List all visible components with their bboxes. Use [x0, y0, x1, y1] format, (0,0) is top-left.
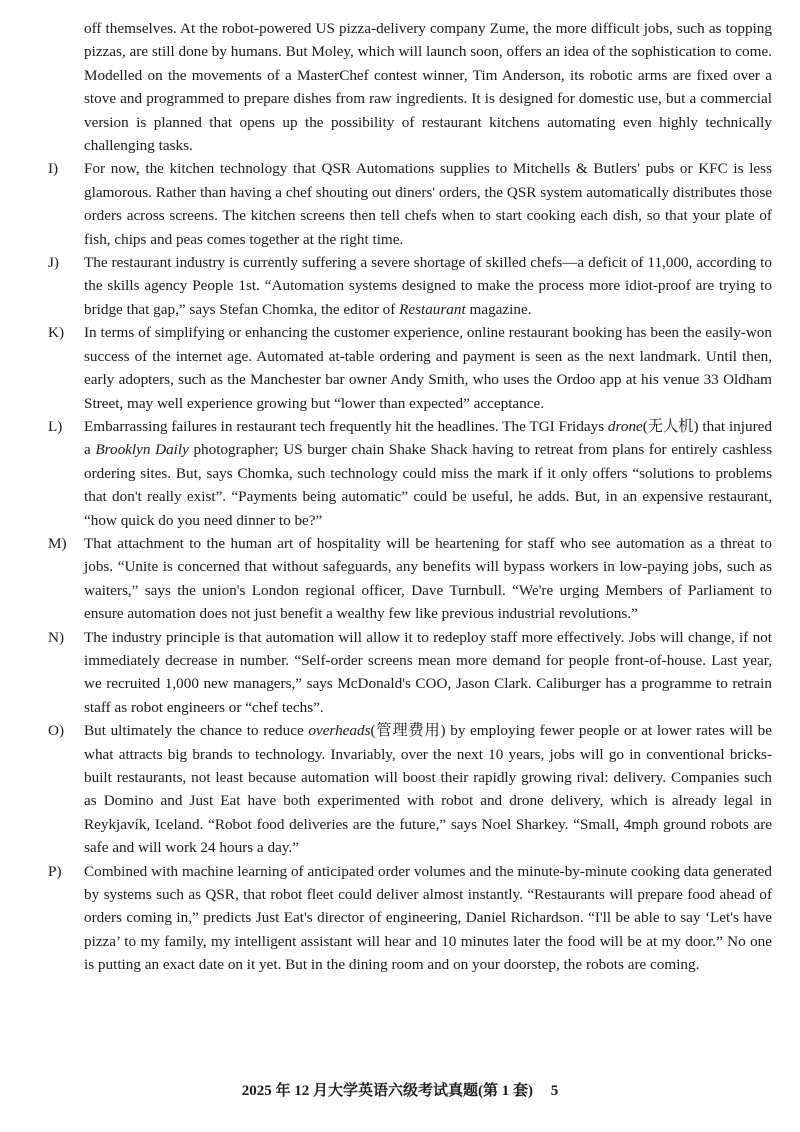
paragraph-o	[48, 719, 772, 859]
paragraph-text	[84, 415, 772, 532]
paragraph-j	[48, 251, 772, 321]
paragraph-label: L)	[48, 417, 63, 435]
paragraph-text: In terms of simplifying or enhancing the customer experience, online restaurant booking has been the easily-won success of the internet age. Automated at-table ordering and payment is seen as the next landmark. Until then, early adopters, such as the Manchester bar owner Andy Smith, who uses the Ordoo app at his venue 33 Oldham Street, may well experience growing but “lower than expected” acceptance.	[84, 324, 772, 412]
paragraph-l	[48, 415, 772, 532]
intro-paragraph	[48, 17, 772, 157]
paragraph-text: For now, the kitchen technology that QSR Automations supplies to Mitchells & Butlers' pubs or KFC is less glamorous. Rather than having a chef shouting out diners' orders, the QSR system automatically distributes those orders across screens. The kitchen screens then tell chefs when to start cooking each dish, so that your plate of fish, chips and peas comes together at the right time.	[84, 160, 772, 248]
paragraph-k	[48, 321, 772, 415]
paragraph-m	[48, 532, 772, 626]
text-segment: magazine.	[465, 300, 532, 318]
exam-title: 2025 年 12 月大学英语六级考试真题(第 1 套)	[241, 1083, 533, 1099]
italic-term: Restaurant	[399, 300, 466, 318]
paragraph-text	[84, 251, 772, 321]
paragraph-label: J)	[48, 254, 59, 272]
paragraph-label: P)	[48, 862, 62, 880]
paragraph-label: K)	[48, 324, 65, 342]
paragraph-label: I)	[48, 160, 59, 178]
paragraph-label: N)	[48, 628, 65, 646]
paragraph-text	[84, 719, 772, 859]
intro-text: off themselves. At the robot-powered US pizza-delivery company Zume, the more difficult jobs, such as topping pizzas, are still done by humans. But Moley, which will launch soon, offers an idea of the sophistication to come. Modelled on the movements of a MasterChef contest winner, Tim Anderson, its robotic arms are fixed over a stove and programmed to prepare dishes from raw ingredients. It is designed for domestic use, but a commercial version is planned that opens up the possibility of restaurant kitchens automating even highly technically challenging tasks.	[84, 20, 772, 155]
paragraph-p	[48, 860, 772, 977]
paragraph-text: The industry principle is that automation will allow it to redeploy staff more effectively. Jobs will change, if not immediately decrease in number. “Self-order screens mean more demand for people front-of-house. Last year, we recruited 1,000 new managers,” says McDonald's COO, Jason Clark. Caliburger has a programme to retrain staff as robot engineers or “chef techs”.	[84, 628, 772, 716]
text-segment: But ultimately the chance to reduce	[84, 722, 309, 740]
paragraph-label: O)	[48, 722, 65, 740]
paragraph-text: That attachment to the human art of hospitality will be heartening for staff who see automation as a threat to jobs. “Unite is concerned that without safeguards, any benefits will bypass workers in low-paying jobs, such as waiters,” says the union's London regional officer, Dave Turnbull. “We're urging Members of Parliament to ensure automation does not just benefit a wealthy few like previous industrial revolutions.”	[84, 534, 772, 623]
article-body	[48, 17, 772, 977]
paragraph-n	[48, 626, 772, 720]
italic-term: drone	[607, 417, 643, 435]
italic-term: Brooklyn Daily	[95, 441, 189, 459]
paragraph-text: Combined with machine learning of anticipated order volumes and the minute-by-minute cooking data generated by systems such as QSR, that robot fleet could deliver almost instantly. “Restaurants will prepare food ahead of orders coming in,” predicts Just Eat's director of engineering, Daniel Richardson. “I'll be able to say ‘Let's have pizza’ to my family, my intelligent assistant will hear and 10 minutes later the food will be at my door.” No one is putting an exact date on it yet. But in the dining room and on your doorstep, the robots are coming.	[84, 862, 772, 974]
page-footer	[0, 1079, 800, 1100]
text-segment: (无人机) that injured a	[84, 417, 772, 459]
paragraph-label: M)	[48, 534, 67, 552]
paragraph-i	[48, 157, 772, 251]
text-segment: (管理费用) by employing fewer people or at lower rates will be what attracts big brands to technology. Invariably, over the next 10 years, jobs will go in conventional bricks-built restaurants, not least because automation will boost their rapidly growing rival: delivery. Companies such as Domino and Just Eat have both experimented with robot and drone delivery, which is already legal in Reykjavík, Iceland. “Robot food deliveries are the future,” says Noel Sharkey. “Small, 4mph ground robots are safe and will work 24 hours a day.”	[84, 722, 773, 857]
page-number: 5	[550, 1083, 559, 1099]
text-segment: photographer; US burger chain Shake Shack having to retreat from plans for entirely cashless ordering sites. But, says Chomka, such technology could miss the mark if it only offers “solutions to problems that don't really exist”. “Payments being automatic” could be useful, he adds. But, in an expensive restaurant, “how quick do you need dinner to be?”	[84, 441, 772, 529]
text-segment: Embarrassing failures in restaurant tech frequently hit the headlines. The TGI Fridays	[84, 417, 608, 435]
italic-term: overheads	[308, 722, 371, 740]
text-segment: The restaurant industry is currently suffering a severe shortage of skilled chefs—a deficit of 11,000, according to the skills agency People 1st. “Automation systems designed to make the process more idiot-proof are trying to bridge that gap,” says Stefan Chomka, the editor of	[84, 254, 772, 318]
